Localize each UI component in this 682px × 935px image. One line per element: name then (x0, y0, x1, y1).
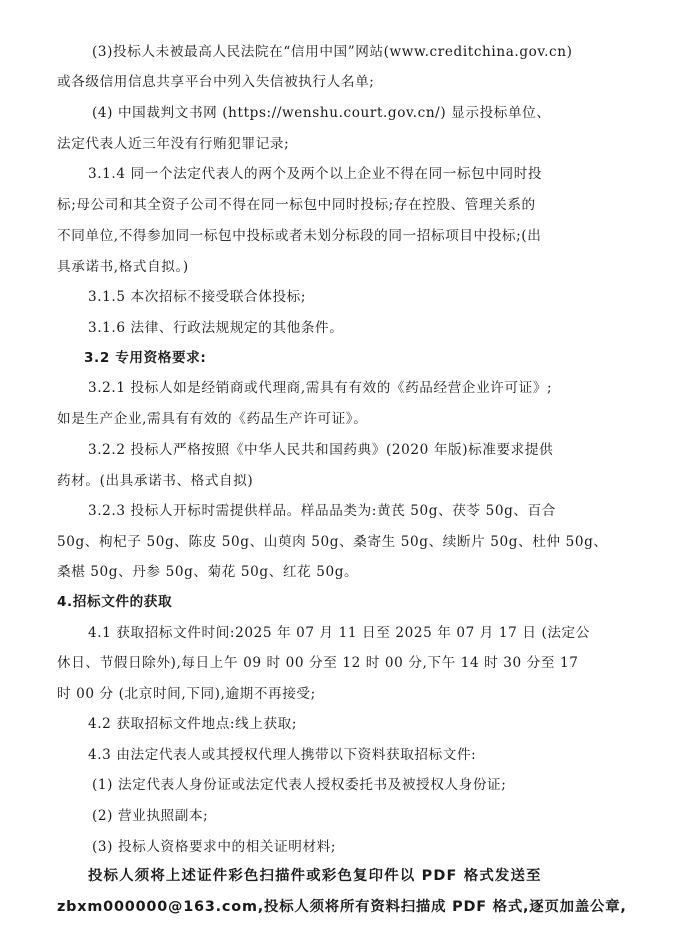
section-heading: 4.招标文件的获取 (57, 594, 173, 610)
section-heading: 3.2 专用资格要求: (84, 350, 207, 366)
text-line: 标;母公司和其全资子公司不得在同一标包中同时投标;存在控股、管理关系的 (57, 197, 536, 213)
text-line: 3.2.2 投标人严格按照《中华人民共和国药典》(2020 年版)标准要求提供 (88, 442, 554, 458)
text-line: 3.1.4 同一个法定代表人的两个及两个以上企业不得在同一标包中同时投 (88, 166, 543, 182)
text-line: 具承诺书,格式自拟。) (57, 259, 189, 275)
text-line: 4.2 获取招标文件地点:线上获取; (88, 716, 298, 732)
text-line: 桑椹 50g、丹参 50g、菊花 50g、红花 50g。 (57, 564, 359, 580)
text-line: 3.1.6 法律、行政法规规定的其他条件。 (88, 320, 344, 336)
text-line-bold: zbxm000000@163.com,投标人须将所有资料扫描成 PDF 格式,逐页加盖公章, (57, 899, 627, 915)
text-line: 4.1 获取招标文件时间:2025 年 07 月 11 日至 2025 年 07 月 17 日 (法定公 (88, 625, 590, 641)
text-line: 如是生产企业,需具有有效的《药品生产许可证》。 (57, 411, 368, 427)
text-line: 4.3 由法定代表人或其授权代理人携带以下资料获取招标文件: (88, 747, 477, 763)
text-line: 时 00 分 (北京时间,下同),逾期不再接受; (57, 686, 316, 702)
text-line: 3.2.1 投标人如是经销商或代理商,需具有有效的《药品经营企业许可证》; (88, 380, 553, 396)
text-line-bold: 投标人须将上述证件彩色扫描件或彩色复印件以 PDF 格式发送至 (88, 868, 542, 884)
text-line: (3)投标人未被最高人民法院在“信用中国”网站(www.creditchina.gov.cn) (92, 44, 573, 60)
text-line: (3) 投标人资格要求中的相关证明材料; (92, 839, 337, 855)
text-line: (2) 营业执照副本; (92, 808, 209, 824)
text-line: (4) 中国裁判文书网 (https://wenshu.court.gov.cn/) 显示投标单位、 (92, 105, 551, 121)
text-line: 50g、枸杞子 50g、陈皮 50g、山萸肉 50g、桑寄生 50g、续断片 50g、杜仲 50g、 (57, 534, 608, 550)
text-line: 药材。(出具承诺书、格式自拟) (57, 473, 254, 489)
text-line: 3.2.3 投标人开标时需提供样品。样品品类为:黄芪 50g、茯苓 50g、百合 (88, 503, 556, 519)
text-line: 或各级信用信息共享平台中列入失信被执行人名单; (57, 74, 375, 90)
text-line: 法定代表人近三年没有行贿犯罪记录; (57, 136, 290, 152)
text-line: 不同单位,不得参加同一标包中投标或者未划分标段的同一招标项目中投标;(出 (57, 228, 542, 244)
text-line: 休日、节假日除外),每日上午 09 时 00 分至 12 时 00 分,下午 14 时 30 分至 17 (57, 655, 579, 671)
text-line: 3.1.5 本次招标不接受联合体投标; (88, 289, 307, 305)
text-line: (1) 法定代表人身份证或法定代表人授权委托书及被授权人身份证; (92, 777, 507, 793)
